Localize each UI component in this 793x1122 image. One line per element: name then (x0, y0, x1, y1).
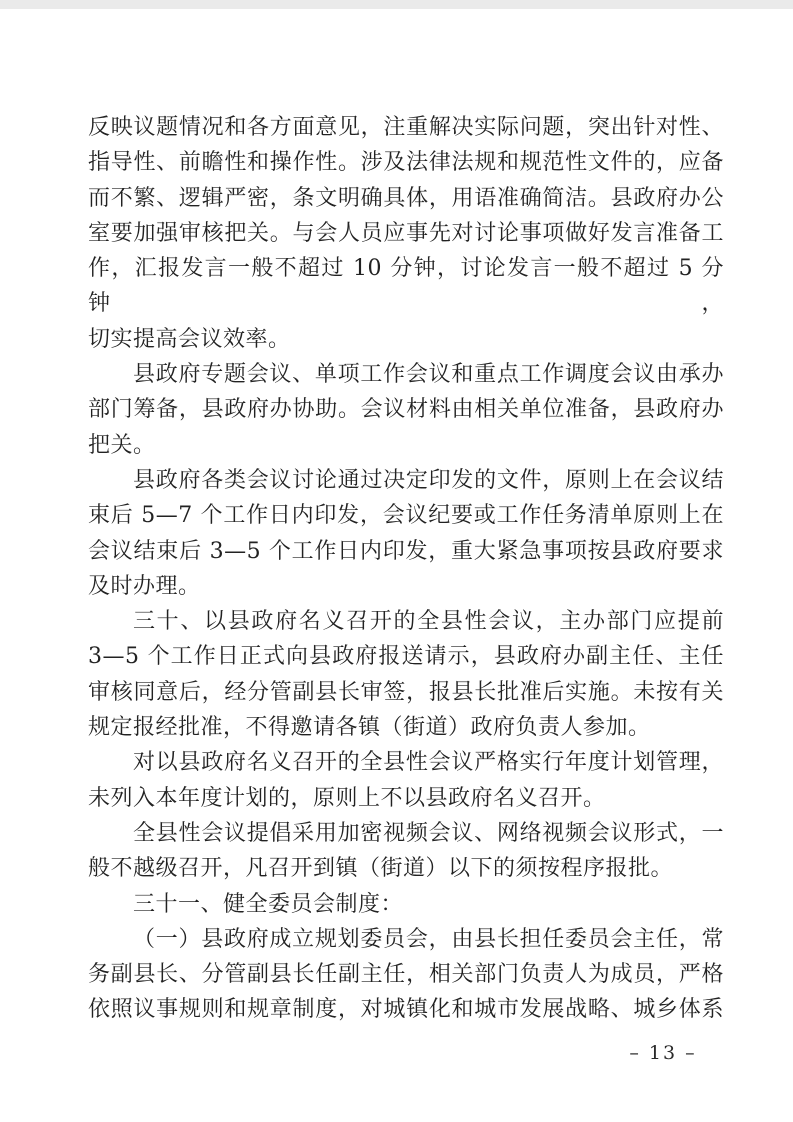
text-line: 审核同意后，经分管副县长审签，报县长批准后实施。未按有关 (88, 679, 724, 705)
text-line: 务副县长、分管副县长任副主任，相关部门负责人为成员，严格 (88, 962, 724, 988)
text-line: 依照议事规则和规章制度，对城镇化和城市发展战略、城乡体系 (88, 997, 724, 1023)
text-line: 全县性会议提倡采用加密视频会议、网络视频会议形式，一 (133, 820, 724, 846)
text-line: 县政府各类会议讨论通过决定印发的文件，原则上在会议结 (133, 467, 724, 493)
text-line: 束后 5—7 个工作日内印发，会议纪要或工作任务清单原则上在 (88, 503, 724, 529)
text-line: 而不繁、逻辑严密，条文明确具体，用语准确简洁。县政府办公 (88, 185, 724, 211)
text-line: 规定报经批准，不得邀请各镇（街道）政府负责人参加。 (88, 715, 651, 741)
text-line: 会议结束后 3—5 个工作日内印发，重大紧急事项按县政府要求 (88, 538, 724, 564)
text-line: 般不越级召开，凡召开到镇（街道）以下的须按程序报批。 (88, 856, 674, 882)
scan-artifact-band (0, 0, 793, 9)
text-line: 三十一、健全委员会制度： (133, 891, 404, 917)
document-text (88, 110, 724, 1028)
text-line: 县政府专题会议、单项工作会议和重点工作调度会议由承办 (133, 362, 724, 388)
page-number: – 13 – (629, 1042, 697, 1064)
text-line: 室要加强审核把关。与会人员应事先对讨论事项做好发言准备工 (88, 220, 724, 246)
text-line: 切实提高会议效率。 (88, 326, 291, 352)
text-line: 反映议题情况和各方面意见，注重解决实际问题，突出针对性、 (88, 115, 724, 140)
text-line: 作，汇报发言一般不超过 10 分钟，讨论发言一般不超过 5 分钟， (88, 256, 724, 317)
text-line: 部门筹备，县政府办协助。会议材料由相关单位准备，县政府办 (88, 397, 724, 423)
text-line: （一）县政府成立规划委员会，由县长担任委员会主任，常 (133, 926, 724, 952)
text-line: 对以县政府名义召开的全县性会议严格实行年度计划管理， (133, 750, 724, 776)
text-line: 三十、以县政府名义召开的全县性会议，主办部门应提前 (133, 609, 724, 635)
text-line: 未列入本年度计划的，原则上不以县政府名义召开。 (88, 785, 606, 811)
text-line: 3—5 个工作日正式向县政府报送请示，县政府办副主任、主任 (88, 644, 724, 670)
text-line: 把关。 (88, 432, 156, 458)
text-line: 指导性、前瞻性和操作性。涉及法律法规和规范性文件的，应备 (88, 150, 724, 176)
text-line: 及时办理。 (88, 573, 201, 599)
